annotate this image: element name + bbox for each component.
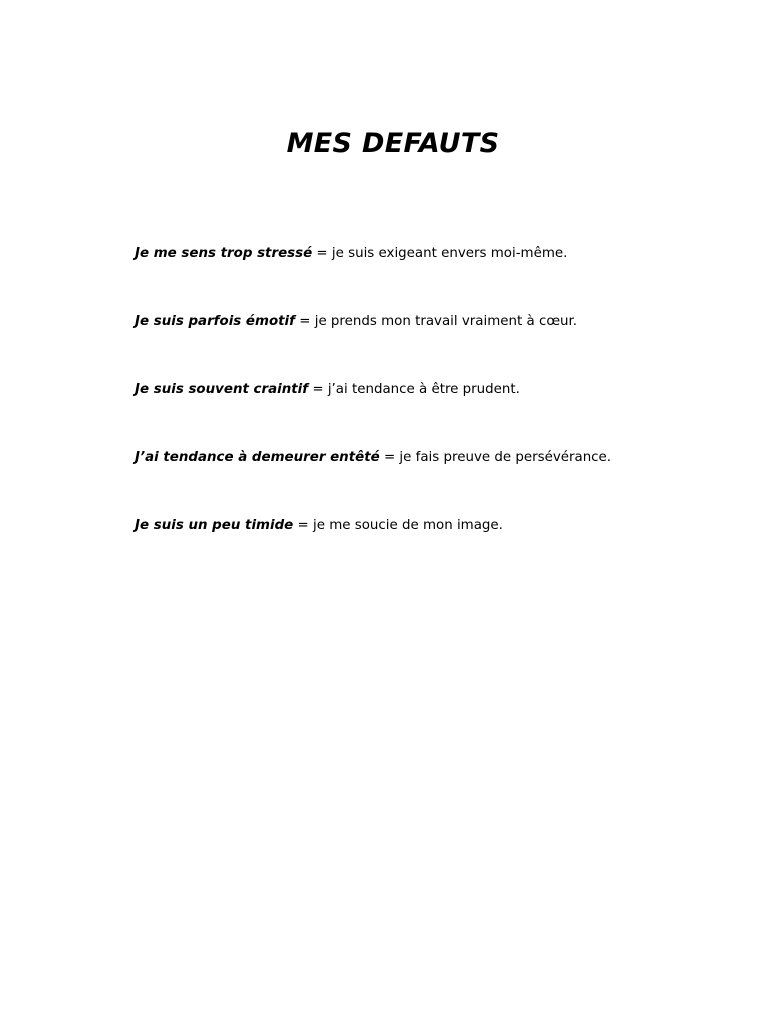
page-title: MES DEFAUTS [286, 128, 500, 159]
equals-sign: = [293, 518, 313, 533]
flaw-text: Je suis parfois émotif [135, 314, 295, 329]
equals-sign: = [308, 382, 328, 397]
equals-sign: = [312, 246, 332, 261]
equals-sign: = [294, 314, 315, 329]
flaw-text: J’ai tendance à demeurer entêté [135, 450, 380, 465]
list-item [135, 447, 735, 515]
reframe-text: je prends mon travail vraiment à cœur. [314, 314, 578, 329]
flaw-text: Je me sens trop stressé [135, 246, 313, 261]
equals-sign: = [379, 450, 400, 465]
reframe-text: je fais preuve de persévérance. [399, 450, 612, 465]
flaw-text: Je suis un peu timide [135, 518, 294, 533]
list-item [135, 379, 735, 447]
reframe-text: je me soucie de mon image. [312, 518, 503, 533]
flaw-text: Je suis souvent craintif [135, 382, 309, 397]
list-item [135, 243, 735, 311]
reframe-text: je suis exigeant envers moi-même. [331, 246, 568, 261]
list-item [135, 311, 735, 379]
flaws-list [135, 243, 735, 583]
reframe-text: j’ai tendance à être prudent. [327, 382, 520, 397]
list-item [135, 515, 735, 583]
